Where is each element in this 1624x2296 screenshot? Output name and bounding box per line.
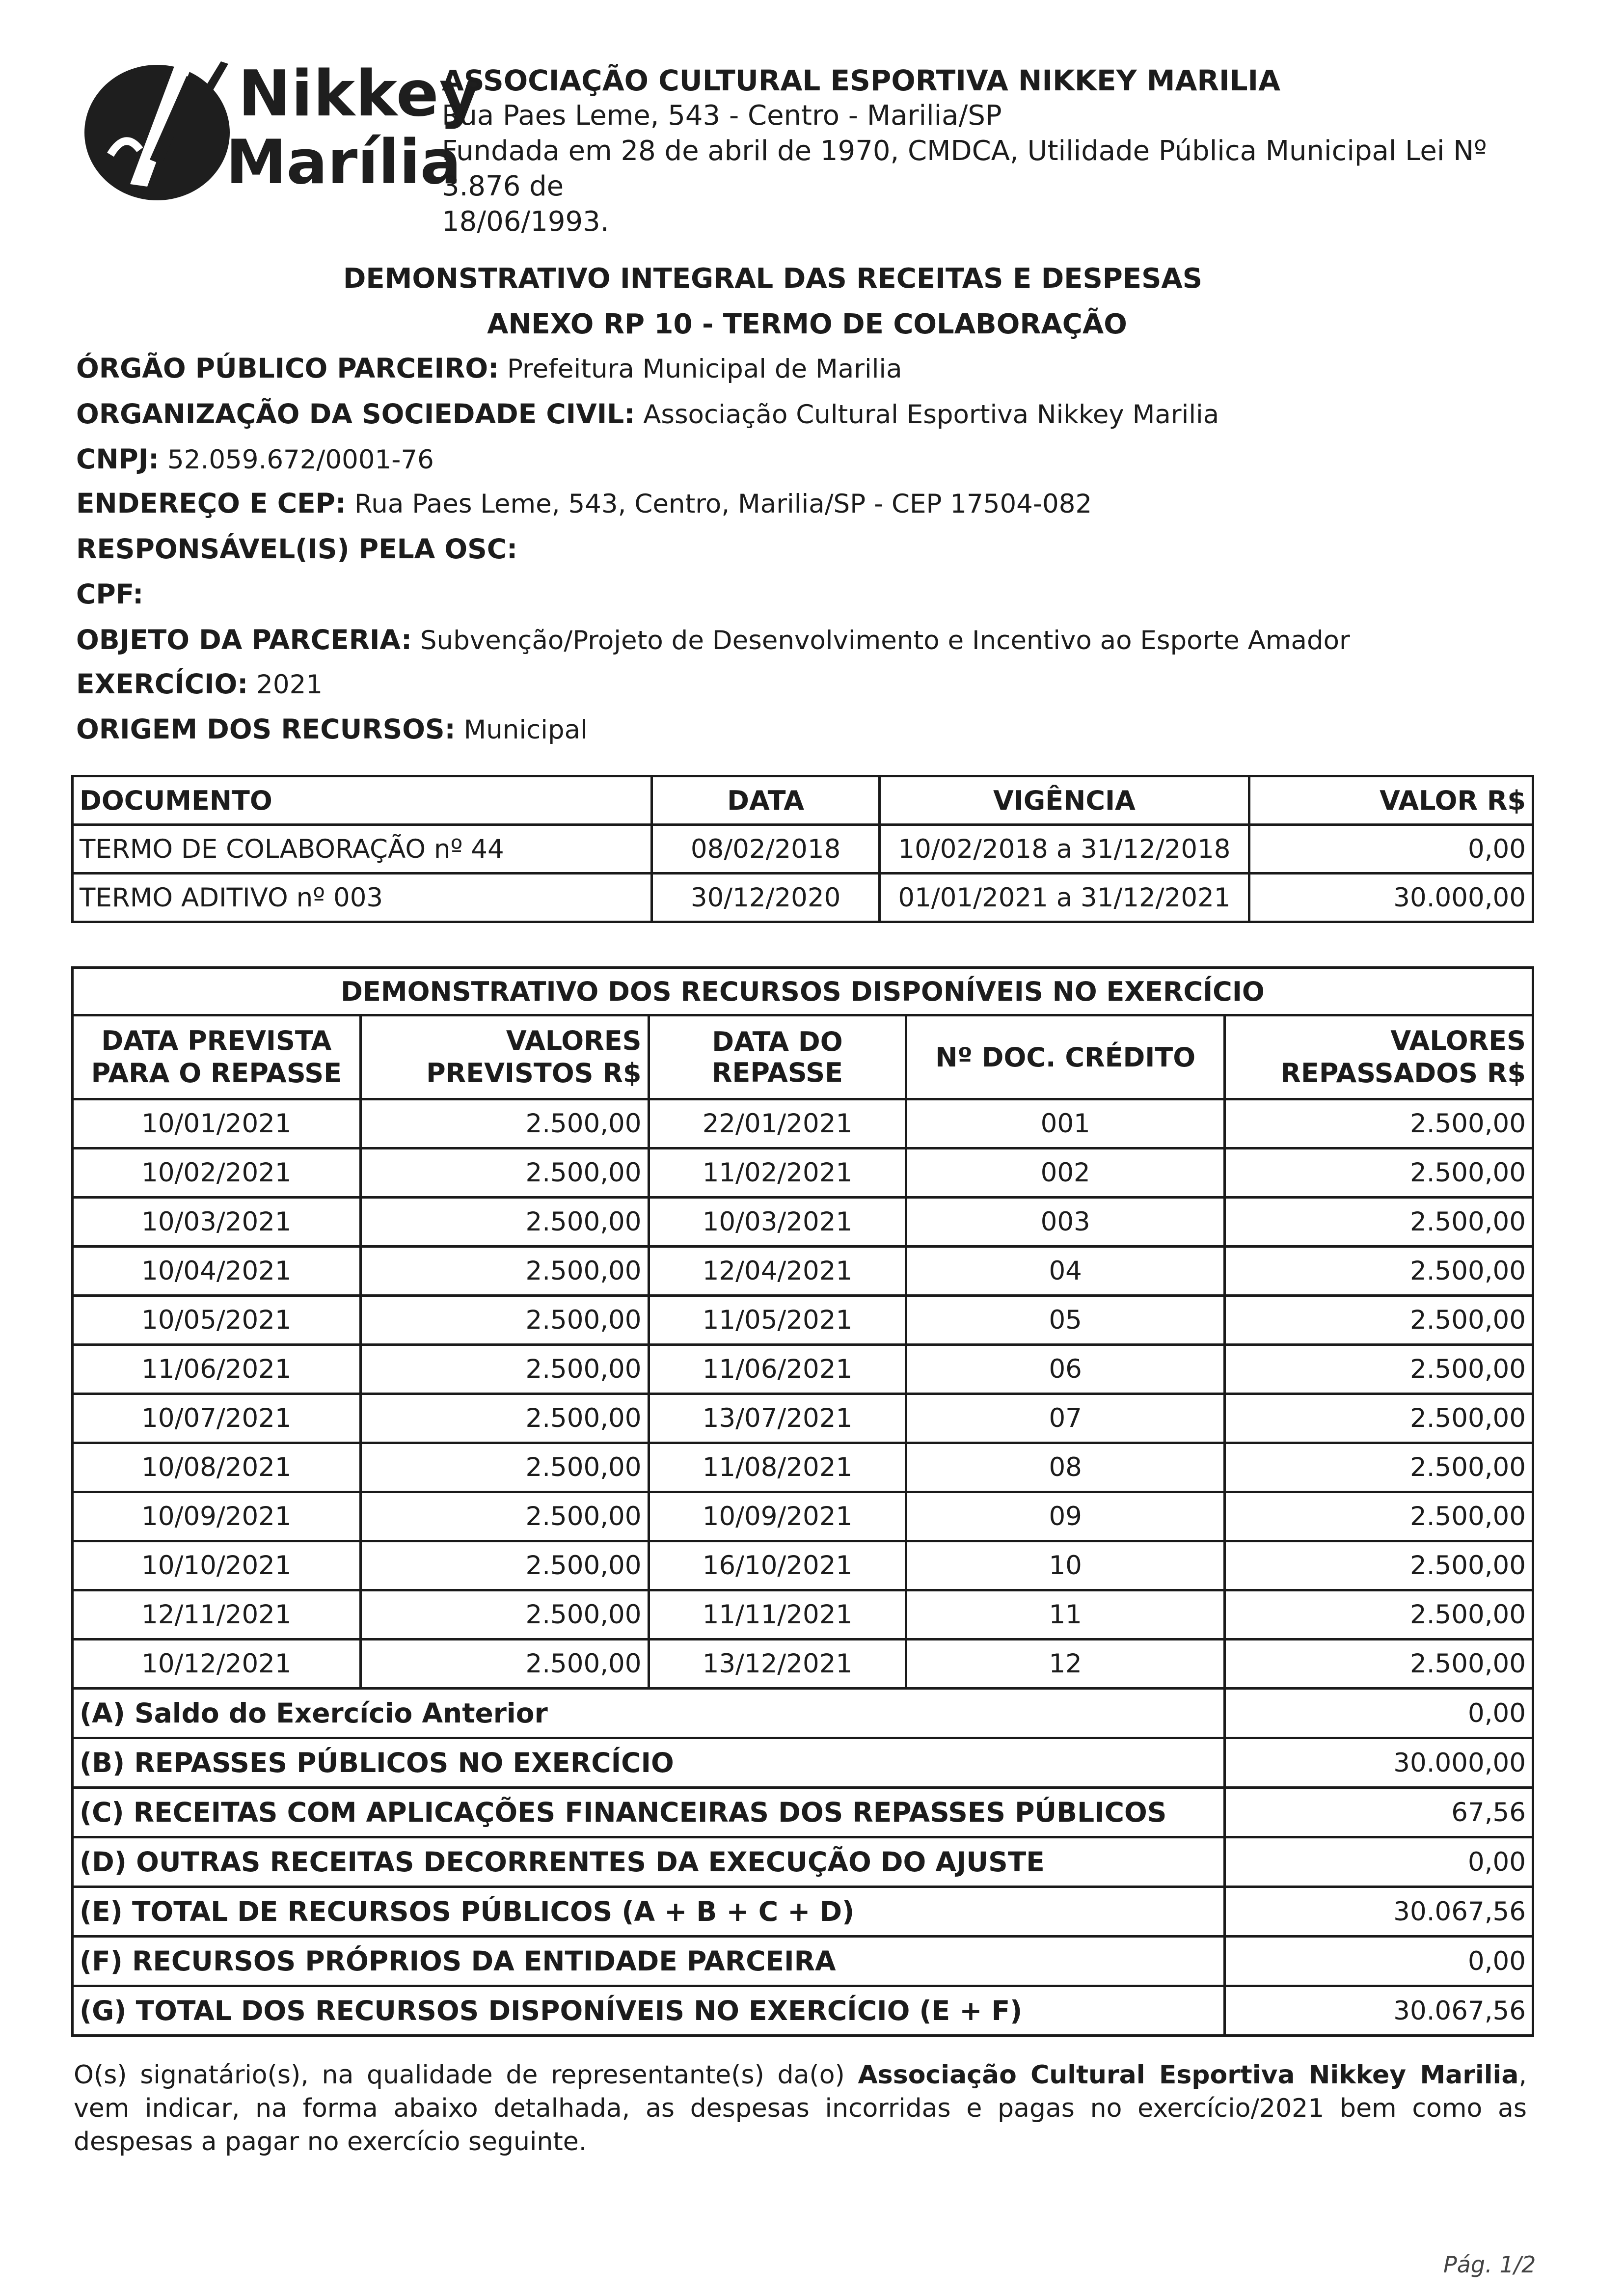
- table-cell: 10/02/2018 a 31/12/2018: [880, 825, 1249, 874]
- field-value: Rua Paes Leme, 543, Centro, Marilia/SP - CEP 17504-082: [354, 489, 1092, 519]
- table-cell: 10/08/2021: [73, 1443, 361, 1492]
- field-value: 52.059.672/0001-76: [167, 445, 434, 475]
- table-cell: 11: [906, 1590, 1225, 1640]
- resources-table: [71, 966, 1534, 2037]
- summary-label: (E) TOTAL DE RECURSOS PÚBLICOS (A + B + C + D): [73, 1887, 1225, 1937]
- table-cell: 06: [906, 1345, 1225, 1394]
- declaration-text-post: , vem indicar, na forma abaixo detalhada, as despesas incorridas e pagas no exercício/2021 bem como as despesas a pagar no exercício seguinte.: [74, 2060, 1527, 2157]
- field-value: Subvenção/Projeto de Desenvolvimento e Incentivo ao Esporte Amador: [420, 626, 1350, 656]
- table-cell: 10/02/2021: [73, 1148, 361, 1198]
- table-cell: 11/02/2021: [649, 1148, 906, 1198]
- col-header: DATA DO REPASSE: [649, 1015, 906, 1099]
- page-number: Pág. 1/2: [1443, 2251, 1536, 2278]
- field-label: RESPONSÁVEL(IS) PELA OSC:: [76, 533, 518, 565]
- field-value: Municipal: [463, 715, 588, 745]
- field-label: CPF:: [76, 578, 144, 610]
- table-cell: 10/04/2021: [73, 1247, 361, 1296]
- summary-label: (B) REPASSES PÚBLICOS NO EXERCÍCIO: [73, 1738, 1225, 1788]
- table-cell: 10/03/2021: [649, 1198, 906, 1247]
- summary-row: [73, 1738, 1533, 1788]
- table-cell: 2.500,00: [1224, 1247, 1533, 1296]
- declaration-text-pre: O(s) signatário(s), na qualidade de representante(s) da(o): [74, 2060, 858, 2090]
- table-cell: 2.500,00: [1224, 1394, 1533, 1443]
- table-row: [73, 1099, 1533, 1148]
- field-row: [76, 712, 588, 747]
- summary-value: 0,00: [1224, 1689, 1533, 1738]
- logo-text-nikkey: Nikkey: [238, 57, 481, 131]
- table-cell: 2.500,00: [1224, 1296, 1533, 1345]
- table-cell: 2.500,00: [360, 1443, 649, 1492]
- table-row: [73, 1443, 1533, 1492]
- summary-value: 0,00: [1224, 1837, 1533, 1887]
- table-cell: 11/11/2021: [649, 1590, 906, 1640]
- col-header: DATA: [652, 776, 880, 825]
- resources-table-header: [73, 1015, 1533, 1099]
- org-address: Rua Paes Leme, 543 - Centro - Marilia/SP: [442, 100, 1002, 132]
- table-cell: 2.500,00: [360, 1148, 649, 1198]
- field-label: CNPJ:: [76, 443, 160, 475]
- field-row: [76, 623, 1350, 658]
- col-header: VALORES PREVISTOS R$: [360, 1015, 649, 1099]
- field-label: ORIGEM DOS RECURSOS:: [76, 713, 456, 745]
- table-cell: 10/07/2021: [73, 1394, 361, 1443]
- col-header: VALOR R$: [1249, 776, 1533, 825]
- table-row: [73, 1296, 1533, 1345]
- table-cell: 04: [906, 1247, 1225, 1296]
- table-cell: 2.500,00: [360, 1541, 649, 1590]
- table-cell: 2.500,00: [1224, 1590, 1533, 1640]
- field-row: [76, 486, 1092, 521]
- table-cell: 30/12/2020: [652, 874, 880, 922]
- table-row: [73, 1198, 1533, 1247]
- table-cell: 2.500,00: [1224, 1099, 1533, 1148]
- field-row: [76, 532, 517, 567]
- table-cell: 11/08/2021: [649, 1443, 906, 1492]
- field-label: OBJETO DA PARCERIA:: [76, 624, 412, 656]
- table-row: [73, 825, 1533, 874]
- table-cell: 10/09/2021: [649, 1492, 906, 1541]
- table-row: [73, 1492, 1533, 1541]
- table-cell: 07: [906, 1394, 1225, 1443]
- field-label: ÓRGÃO PÚBLICO PARCEIRO:: [76, 353, 499, 384]
- table-cell: 2.500,00: [360, 1247, 649, 1296]
- table-cell: 12/11/2021: [73, 1590, 361, 1640]
- table-cell: 10: [906, 1541, 1225, 1590]
- field-label: ENDEREÇO E CEP:: [76, 488, 346, 519]
- summary-value: 30.000,00: [1224, 1738, 1533, 1788]
- field-row: [76, 577, 143, 612]
- table-cell: TERMO DE COLABORAÇÃO nº 44: [73, 825, 652, 874]
- organization-header: [442, 63, 1551, 240]
- summary-value: 67,56: [1224, 1788, 1533, 1837]
- col-header: VIGÊNCIA: [880, 776, 1249, 825]
- declaration-paragraph: [74, 2058, 1527, 2159]
- table-cell: TERMO ADITIVO nº 003: [73, 874, 652, 922]
- summary-label: (A) Saldo do Exercício Anterior: [73, 1689, 1225, 1738]
- table-cell: 08/02/2018: [652, 825, 880, 874]
- col-header: DATA PREVISTA PARA O REPASSE: [73, 1015, 361, 1099]
- field-label: EXERCÍCIO:: [76, 668, 248, 700]
- org-founded: Fundada em 28 de abril de 1970, CMDCA, Utilidade Pública Municipal Lei Nº 3.876 de: [442, 135, 1487, 202]
- table-cell: 12: [906, 1640, 1225, 1689]
- summary-label: (D) OUTRAS RECEITAS DECORRENTES DA EXECUÇÃO DO AJUSTE: [73, 1837, 1225, 1887]
- summary-label: (G) TOTAL DOS RECURSOS DISPONÍVEIS NO EXERCÍCIO (E + F): [73, 1986, 1225, 2036]
- summary-label: (F) RECURSOS PRÓPRIOS DA ENTIDADE PARCEIRA: [73, 1937, 1225, 1986]
- summary-value: 0,00: [1224, 1937, 1533, 1986]
- col-header: Nº DOC. CRÉDITO: [906, 1015, 1225, 1099]
- summary-row: [73, 1837, 1533, 1887]
- table-row: [73, 1640, 1533, 1689]
- summary-row: [73, 1887, 1533, 1937]
- org-founded-cont: 18/06/1993.: [442, 206, 609, 238]
- table-cell: 2.500,00: [1224, 1198, 1533, 1247]
- field-row: [76, 397, 1219, 432]
- field-row: [76, 351, 902, 386]
- table-cell: 2.500,00: [1224, 1640, 1533, 1689]
- table-cell: 13/12/2021: [649, 1640, 906, 1689]
- table-cell: 09: [906, 1492, 1225, 1541]
- table-cell: 2.500,00: [1224, 1492, 1533, 1541]
- table-cell: 12/04/2021: [649, 1247, 906, 1296]
- documents-table: [71, 775, 1534, 923]
- table-cell: 11/06/2021: [73, 1345, 361, 1394]
- document-subtitle: ANEXO RP 10 - TERMO DE COLABORAÇÃO: [487, 308, 1127, 340]
- field-row: [76, 667, 323, 702]
- table-cell: 2.500,00: [360, 1394, 649, 1443]
- table-cell: 2.500,00: [1224, 1443, 1533, 1492]
- table-row: [73, 1394, 1533, 1443]
- table-cell: 2.500,00: [1224, 1345, 1533, 1394]
- field-value: 2021: [256, 670, 323, 700]
- table-cell: 10/05/2021: [73, 1296, 361, 1345]
- document-title: DEMONSTRATIVO INTEGRAL DAS RECEITAS E DESPESAS: [343, 263, 1203, 295]
- table-row: [73, 1541, 1533, 1590]
- table-cell: 10/09/2021: [73, 1492, 361, 1541]
- table-cell: 001: [906, 1099, 1225, 1148]
- declaration-org-name: Associação Cultural Esportiva Nikkey Marilia: [858, 2060, 1519, 2090]
- col-header: VALORES REPASSADOS R$: [1224, 1015, 1533, 1099]
- table-cell: 11/06/2021: [649, 1345, 906, 1394]
- table-cell: 05: [906, 1296, 1225, 1345]
- table-cell: 002: [906, 1148, 1225, 1198]
- table-cell: 003: [906, 1198, 1225, 1247]
- table-cell: 10/01/2021: [73, 1099, 361, 1148]
- field-value: Prefeitura Municipal de Marilia: [507, 354, 902, 384]
- table-row: [73, 874, 1533, 922]
- table-cell: 0,00: [1249, 825, 1533, 874]
- nikkey-marilia-logo: [81, 47, 481, 204]
- logo-text-marilia: Marília: [226, 127, 461, 198]
- table-cell: 2.500,00: [360, 1492, 649, 1541]
- table-cell: 11/05/2021: [649, 1296, 906, 1345]
- table-cell: 01/01/2021 a 31/12/2021: [880, 874, 1249, 922]
- table-cell: 2.500,00: [1224, 1541, 1533, 1590]
- table-cell: 2.500,00: [360, 1198, 649, 1247]
- table-row: [73, 1247, 1533, 1296]
- field-value: Associação Cultural Esportiva Nikkey Marilia: [643, 400, 1219, 430]
- table-cell: 2.500,00: [360, 1640, 649, 1689]
- summary-label: (C) RECEITAS COM APLICAÇÕES FINANCEIRAS DOS REPASSES PÚBLICOS: [73, 1788, 1225, 1837]
- summary-value: 30.067,56: [1224, 1887, 1533, 1937]
- table-cell: 22/01/2021: [649, 1099, 906, 1148]
- summary-row: [73, 1986, 1533, 2036]
- table-cell: 10/03/2021: [73, 1198, 361, 1247]
- summary-row: [73, 1689, 1533, 1738]
- table-cell: 2.500,00: [360, 1345, 649, 1394]
- table-cell: 2.500,00: [1224, 1148, 1533, 1198]
- org-name: ASSOCIAÇÃO CULTURAL ESPORTIVA NIKKEY MARILIA: [442, 64, 1281, 97]
- field-label: ORGANIZAÇÃO DA SOCIEDADE CIVIL:: [76, 398, 635, 430]
- table-cell: 10/10/2021: [73, 1541, 361, 1590]
- documents-table-header: [73, 776, 1533, 825]
- summary-row: [73, 1937, 1533, 1986]
- resources-table-title: DEMONSTRATIVO DOS RECURSOS DISPONÍVEIS NO EXERCÍCIO: [73, 968, 1533, 1015]
- table-cell: 2.500,00: [360, 1296, 649, 1345]
- table-cell: 2.500,00: [360, 1590, 649, 1640]
- table-cell: 16/10/2021: [649, 1541, 906, 1590]
- table-row: [73, 1345, 1533, 1394]
- table-cell: 08: [906, 1443, 1225, 1492]
- table-row: [73, 1148, 1533, 1198]
- table-cell: 2.500,00: [360, 1099, 649, 1148]
- table-row: [73, 1590, 1533, 1640]
- summary-row: [73, 1788, 1533, 1837]
- table-cell: 13/07/2021: [649, 1394, 906, 1443]
- table-cell: 30.000,00: [1249, 874, 1533, 922]
- field-row: [76, 442, 434, 477]
- summary-value: 30.067,56: [1224, 1986, 1533, 2036]
- table-cell: 10/12/2021: [73, 1640, 361, 1689]
- col-header: DOCUMENTO: [73, 776, 652, 825]
